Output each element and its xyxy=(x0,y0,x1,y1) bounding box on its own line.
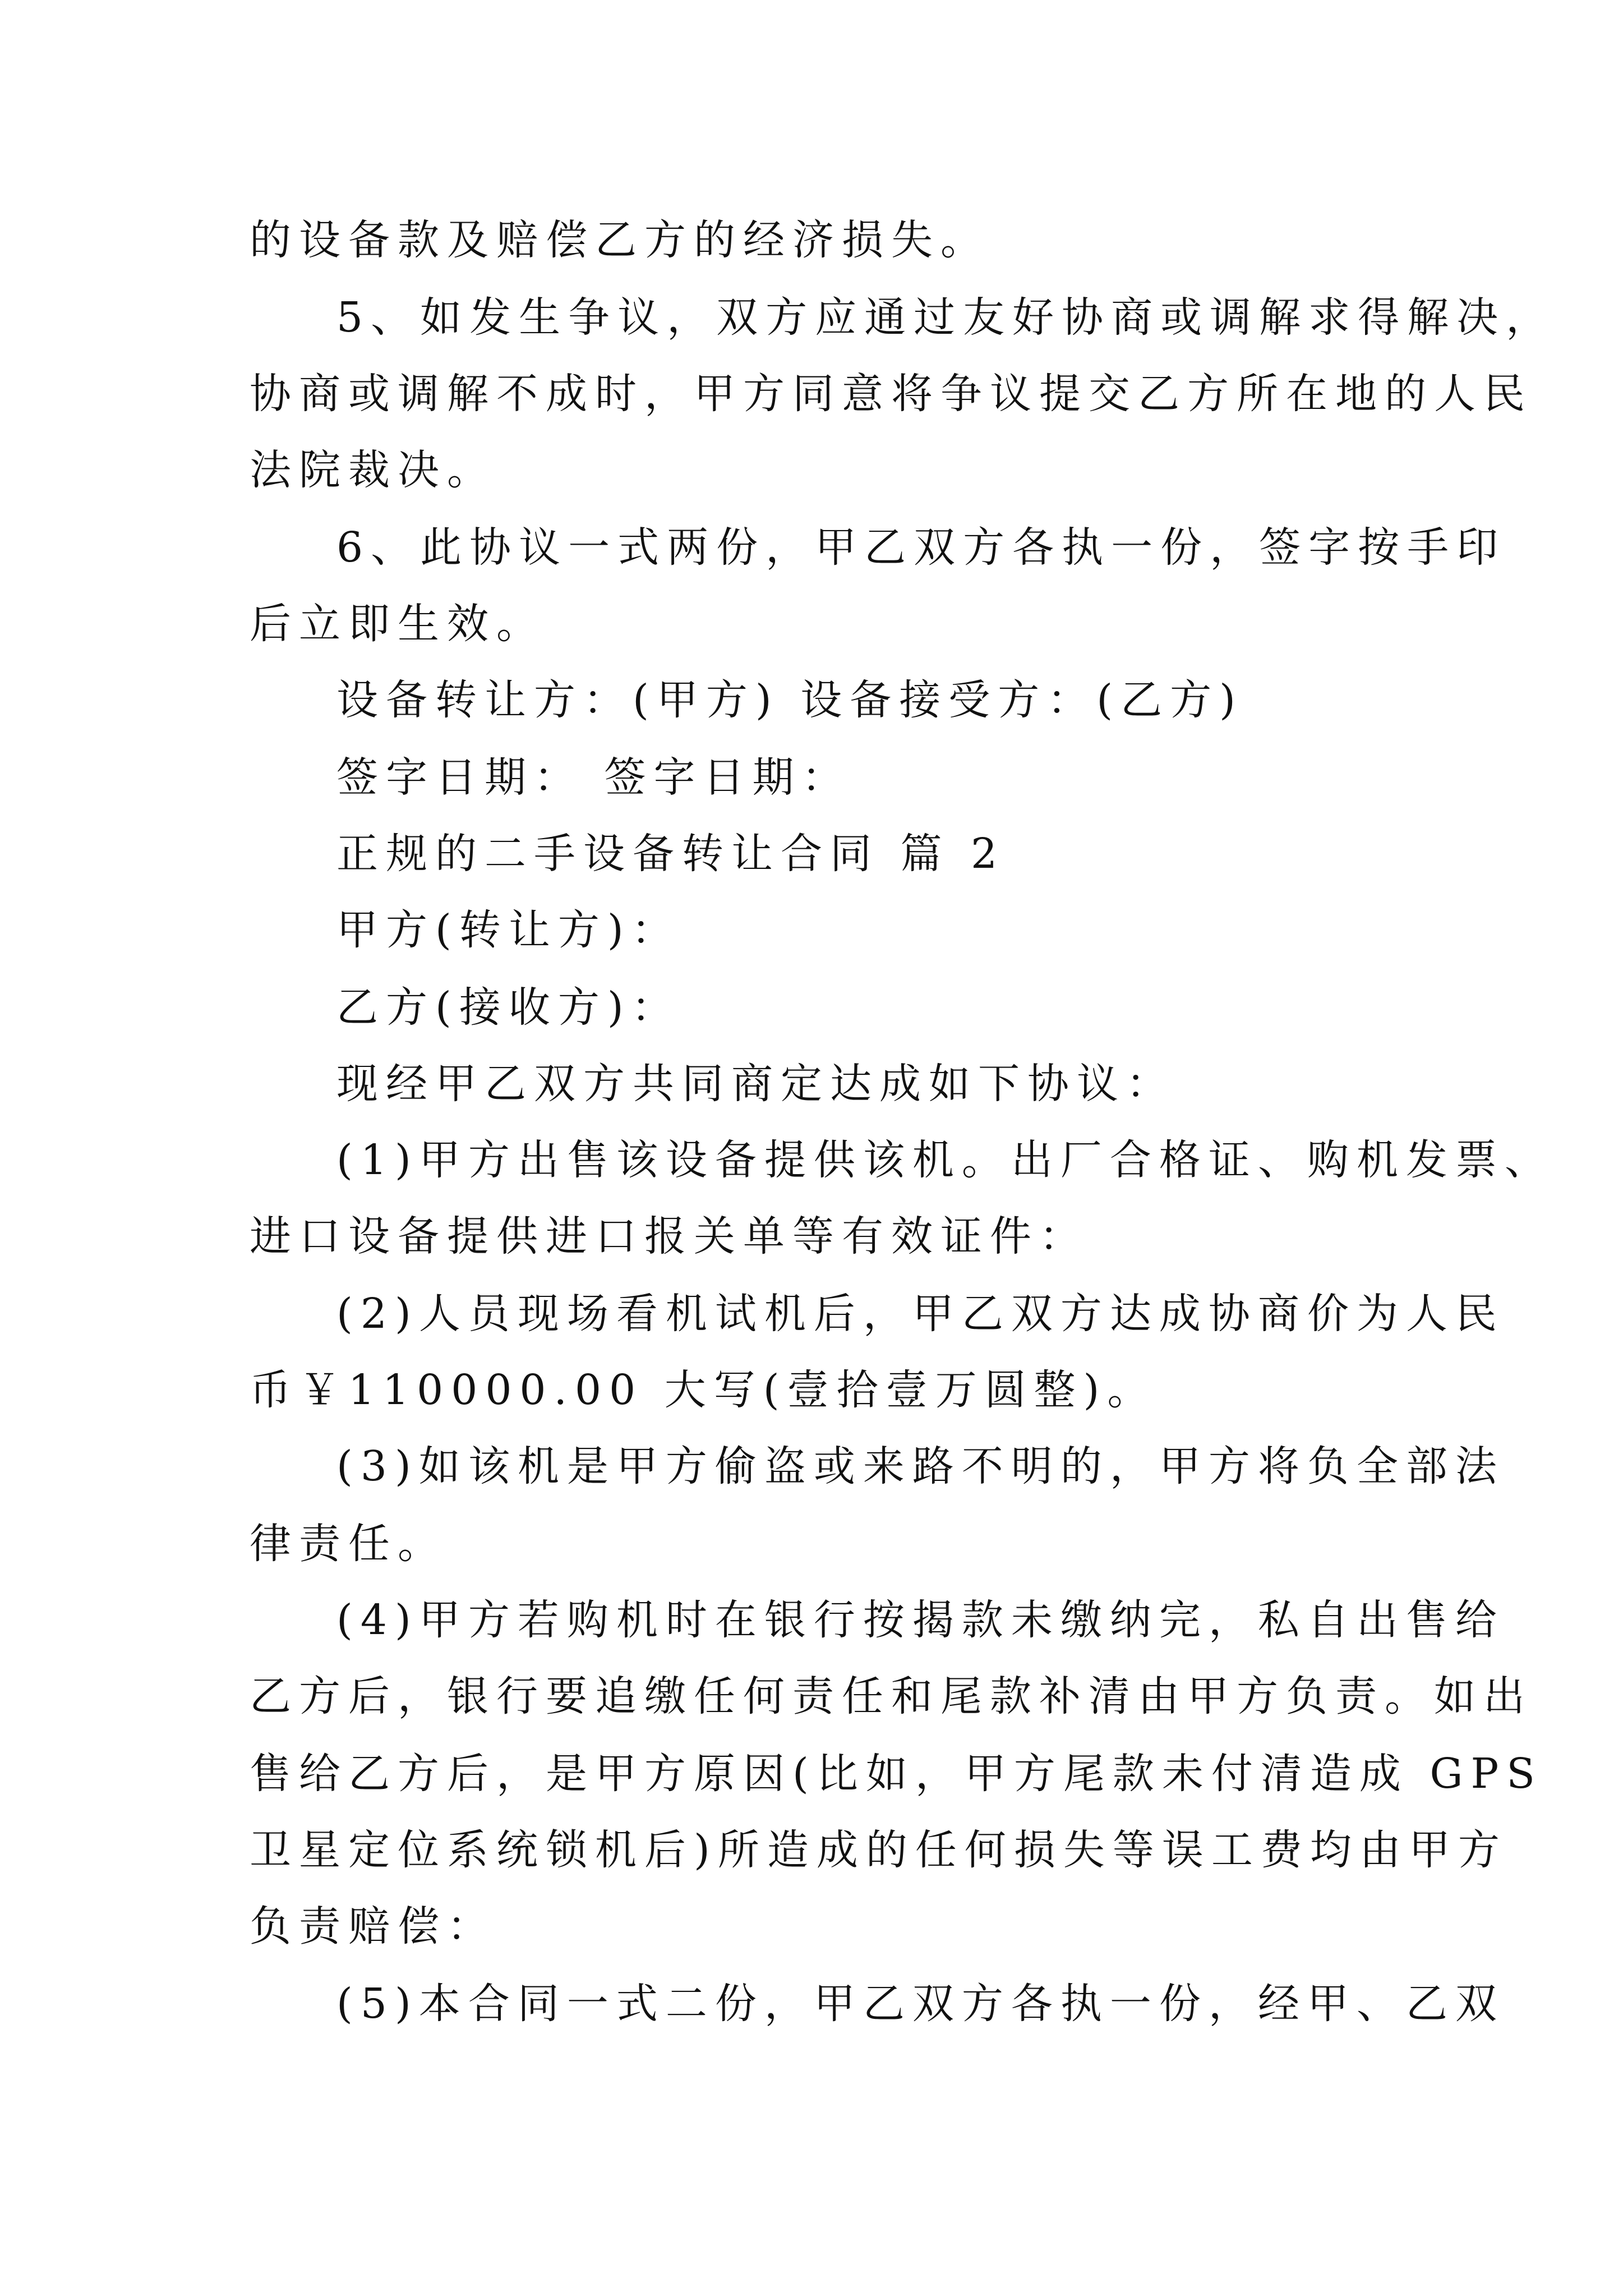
section-heading: 正规的二手设备转让合同 篇 2 xyxy=(336,830,1006,878)
clause-2-line-2: 币￥110000.00 大写(壹拾壹万圆整)。 xyxy=(250,1366,1157,1414)
clause-4-line-3: 售给乙方后，是甲方原因(比如，甲方尾款未付清造成 GPS xyxy=(250,1750,1543,1798)
paragraph-line-4: 法院裁决。 xyxy=(250,446,496,494)
signature-date-line: 签字日期： 签字日期： xyxy=(336,753,851,802)
paragraph-line-5: 6、此协议一式两份，甲乙双方各执一份，签字按手印 xyxy=(336,523,1506,572)
party-a-line: 甲方(转让方)： xyxy=(336,906,681,954)
clause-3-line-2: 律责任。 xyxy=(250,1520,447,1568)
signature-parties-line: 设备转让方：(甲方) 设备接受方：(乙方) xyxy=(336,676,1244,724)
paragraph-line-3: 协商或调解不成时，甲方同意将争议提交乙方所在地的人民 xyxy=(250,370,1533,418)
clause-2-line-1: (2)人员现场看机试机后，甲乙双方达成协商价为人民 xyxy=(336,1290,1505,1338)
paragraph-line-1: 的设备款及赔偿乙方的经济损失。 xyxy=(250,216,990,264)
paragraph-line-6: 后立即生效。 xyxy=(250,600,546,648)
clause-5-line-1: (5)本合同一式二份，甲乙双方各执一份，经甲、乙双 xyxy=(336,1980,1505,2028)
clause-1-line-1: (1)甲方出售该设备提供该机。出厂合格证、购机发票、 xyxy=(336,1136,1554,1184)
clause-4-line-5: 负责赔偿： xyxy=(250,1902,496,1950)
clause-1-line-2: 进口设备提供进口报关单等有效证件： xyxy=(250,1212,1089,1260)
party-b-line: 乙方(接收方)： xyxy=(336,983,681,1032)
clause-3-line-1: (3)如该机是甲方偷盗或来路不明的，甲方将负全部法 xyxy=(336,1442,1505,1490)
agreement-intro-line: 现经甲乙双方共同商定达成如下协议： xyxy=(336,1060,1175,1108)
paragraph-line-2: 5、如发生争议，双方应通过友好协商或调解求得解决， xyxy=(336,293,1556,342)
clause-4-line-2: 乙方后，银行要追缴任何责任和尾款补清由甲方负责。如出 xyxy=(250,1672,1533,1720)
clause-4-line-4: 卫星定位系统锁机后)所造成的任何损失等误工费均由甲方 xyxy=(250,1826,1507,1874)
clause-4-line-1: (4)甲方若购机时在银行按揭款未缴纳完，私自出售给 xyxy=(336,1596,1505,1644)
